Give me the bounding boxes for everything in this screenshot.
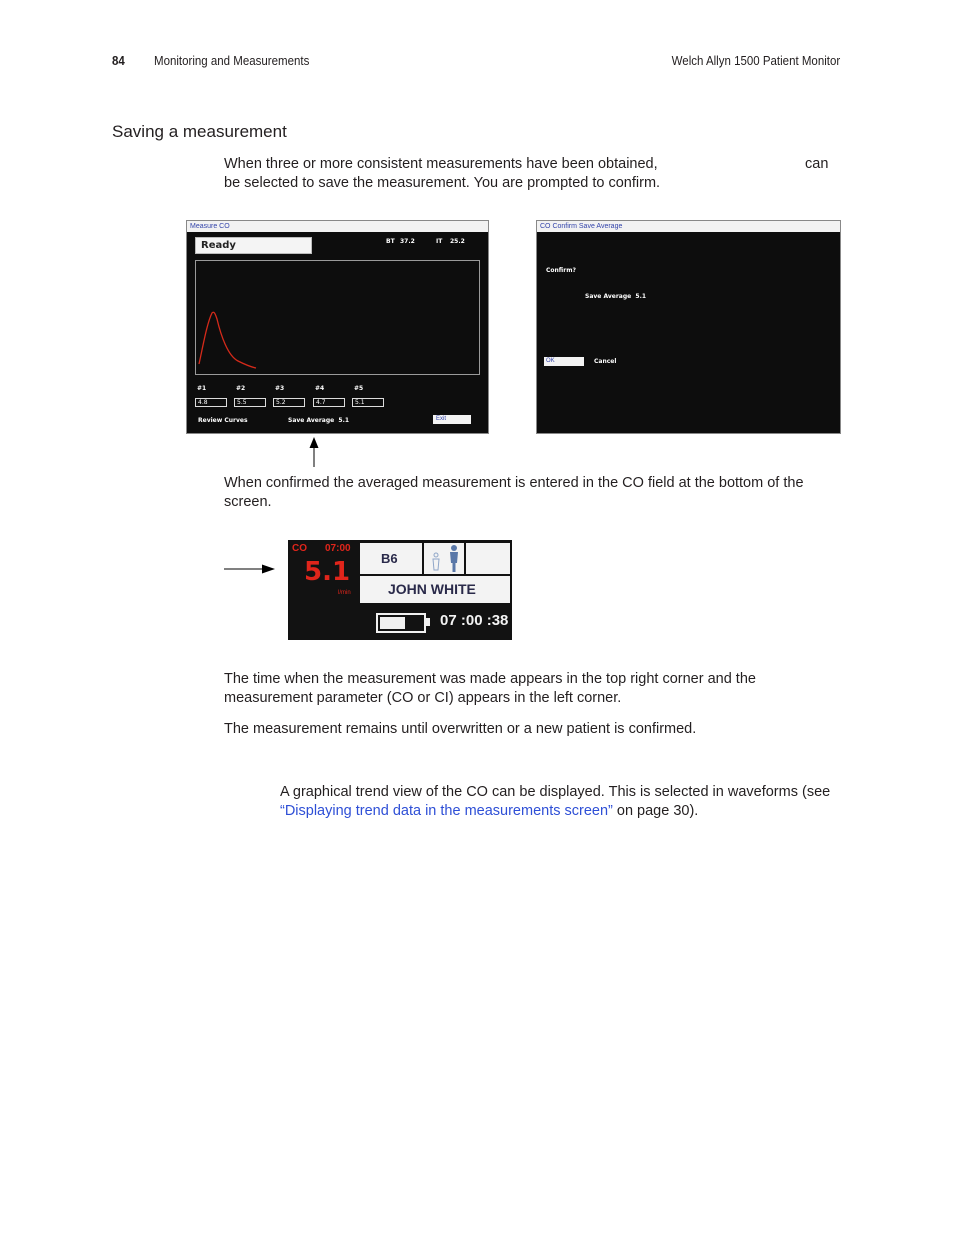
product-title: Welch Allyn 1500 Patient Monitor [671, 54, 840, 68]
right-arrow-icon [224, 562, 276, 576]
save-average-label: Save Average [288, 417, 335, 424]
co-curve-svg [196, 261, 479, 374]
up-arrow-icon [306, 436, 322, 468]
confirm-screenshot [536, 220, 841, 434]
co-unit: l/min [338, 590, 351, 596]
co-time: 07:00 [325, 543, 351, 554]
time-paragraph: The time when the measurement was made appears in the top right corner and the measurement parameter (CO or CI) appears in the left corner. [224, 671, 756, 706]
measurement-value[interactable]: 4.7 [313, 398, 345, 407]
patient-type-cell[interactable] [424, 543, 464, 574]
bed-cell [360, 543, 422, 574]
intro-line1: When three or more consistent measurements have been obtained, [224, 156, 658, 172]
measurement-value[interactable]: 5.2 [273, 398, 305, 407]
battery-tip [426, 618, 430, 626]
intro-line1-end: can [805, 156, 829, 172]
review-curves-button[interactable]: Review Curves [198, 417, 248, 424]
co-field-screenshot [288, 540, 512, 640]
co-param-label: CO [292, 543, 307, 554]
thermodilution-curve [199, 312, 256, 368]
clock: 07 :00 :38 [440, 612, 509, 629]
adult-person-icon [424, 543, 464, 574]
confirm-title: CO Confirm Save Average [537, 221, 840, 232]
confirm-save-value: 5.1 [635, 293, 647, 300]
measurement-value[interactable]: 4.8 [195, 398, 227, 407]
battery-icon [376, 613, 426, 633]
trend-text2: on page 30). [612, 803, 699, 819]
bed-label: B6 [381, 551, 398, 566]
measure-co-title: Measure CO [187, 221, 488, 232]
intro-line2: be selected to save the measurement. You are prompted to confirm. [224, 175, 661, 191]
measurement-label: #5 [354, 385, 364, 392]
intro-paragraph [224, 155, 836, 193]
ok-button[interactable]: OK [544, 357, 584, 366]
battery-fill [380, 617, 405, 629]
patient-name: JOHN WHITE [388, 581, 476, 597]
status-ready: Ready [195, 237, 312, 254]
bt-value: 37.2 [400, 238, 415, 245]
confirm-save-label: Save Average [585, 293, 632, 300]
remains-paragraph: The measurement remains until overwritten or a new patient is confirmed. [224, 721, 697, 737]
page-number: 84 [112, 54, 125, 68]
measurement-label: #2 [236, 385, 246, 392]
cancel-button[interactable]: Cancel [594, 358, 617, 365]
empty-cell [466, 543, 510, 574]
measurement-label: #1 [197, 385, 207, 392]
confirmed-paragraph: When confirmed the averaged measurement is entered in the CO field at the bottom of the screen. [224, 475, 804, 510]
trend-text1: A graphical trend view of the CO can be displayed. This is selected in waveforms (see [280, 784, 831, 800]
measurement-value[interactable]: 5.1 [352, 398, 384, 407]
bt-label: BT [386, 238, 395, 245]
confirm-save-average [585, 293, 646, 300]
trend-paragraph [280, 783, 850, 821]
save-average-value: 5.1 [338, 417, 350, 424]
measurement-value[interactable]: 5.5 [234, 398, 266, 407]
measure-co-screenshot [186, 220, 489, 434]
co-value: 5.1 [304, 557, 351, 587]
measurement-label: #3 [275, 385, 285, 392]
co-curve-plot [195, 260, 480, 375]
section-title: Monitoring and Measurements [154, 54, 310, 68]
save-average-button[interactable] [288, 417, 349, 424]
measurement-label: #4 [315, 385, 325, 392]
confirm-prompt: Confirm? [546, 267, 576, 274]
section-heading: Saving a measurement [112, 122, 287, 141]
it-value: 25.2 [450, 238, 465, 245]
exit-button[interactable]: Exit [433, 415, 471, 424]
trend-link[interactable]: “Displaying trend data in the measurements screen” [280, 803, 613, 819]
patient-name-cell[interactable] [360, 576, 510, 603]
it-label: IT [436, 238, 443, 245]
